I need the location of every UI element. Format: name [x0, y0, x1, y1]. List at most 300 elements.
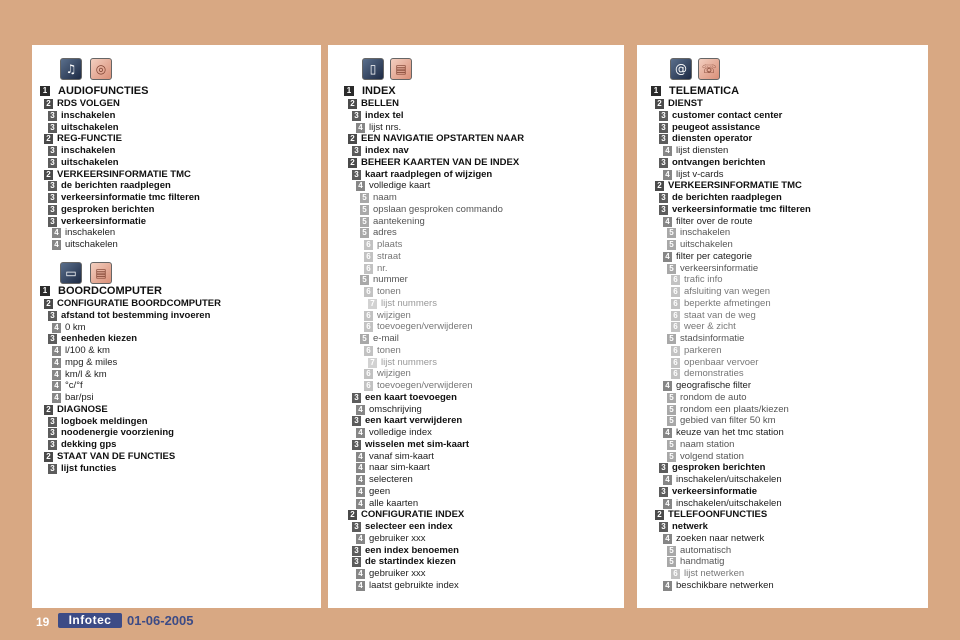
level-badge: 2 — [348, 158, 357, 168]
level-badge: 3 — [659, 123, 668, 133]
level-badge: 1 — [344, 86, 354, 96]
level-badge: 2 — [655, 181, 664, 191]
level-badge: 6 — [364, 287, 373, 297]
menu-item-label: inschakelen — [61, 145, 116, 156]
level-badge: 3 — [352, 146, 361, 156]
menu-item-label: verkeersinformatie tmc filteren — [61, 192, 200, 203]
menu-item-label: EEN NAVIGATIE OPSTARTEN NAAR — [361, 133, 525, 144]
menu-item-label: INDEX — [362, 85, 396, 97]
level-badge: 4 — [663, 170, 672, 180]
menu-item-level-3 — [48, 180, 171, 192]
menu-item-label: de berichten raadplegen — [61, 180, 171, 191]
level-badge: 4 — [52, 346, 61, 356]
level-badge: 6 — [364, 252, 373, 262]
level-badge: 6 — [364, 381, 373, 391]
menu-item-label: beperkte afmetingen — [684, 298, 771, 309]
level-badge: 1 — [40, 86, 50, 96]
menu-item-level-6 — [364, 380, 473, 392]
level-badge: 3 — [48, 440, 57, 450]
level-badge: 6 — [671, 275, 680, 285]
menu-item-label: BOORDCOMPUTER — [58, 285, 162, 297]
level-badge: 3 — [352, 393, 361, 403]
menu-item-label: handmatig — [680, 556, 725, 567]
menu-item-level-4 — [52, 357, 117, 369]
menu-item-label: e-mail — [373, 333, 399, 344]
level-badge: 5 — [667, 546, 676, 556]
menu-item-level-5 — [667, 333, 744, 345]
onboard-computer-icon: ▭ — [60, 262, 82, 284]
menu-item-label: rondom een plaats/kiezen — [680, 404, 789, 415]
level-badge: 5 — [667, 557, 676, 567]
level-badge: 4 — [356, 487, 365, 497]
level-badge: 2 — [44, 452, 53, 462]
menu-item-level-4 — [663, 533, 764, 545]
level-badge: 3 — [659, 134, 668, 144]
menu-item-label: parkeren — [684, 345, 722, 356]
level-badge: 5 — [360, 193, 369, 203]
menu-item-level-3 — [48, 204, 154, 216]
level-badge: 3 — [659, 522, 668, 532]
level-badge: 3 — [352, 522, 361, 532]
menu-item-level-3 — [659, 462, 765, 474]
level-badge: 3 — [48, 311, 57, 321]
menu-item-level-3 — [48, 110, 115, 122]
level-badge: 3 — [659, 111, 668, 121]
level-badge: 5 — [667, 393, 676, 403]
level-badge: 3 — [48, 417, 57, 427]
menu-item-label: geen — [369, 486, 391, 497]
menu-item-label: lijst netwerken — [684, 568, 745, 579]
menu-item-label: dekking gps — [61, 439, 117, 450]
menu-item-level-4 — [356, 533, 426, 545]
level-badge: 5 — [667, 334, 676, 344]
menu-item-label: vanaf sim-kaart — [369, 451, 434, 462]
telematics-handset-icon: ☏ — [698, 58, 720, 80]
menu-item-level-2 — [348, 98, 399, 110]
menu-item-label: index tel — [365, 110, 404, 121]
menu-item-level-2 — [348, 509, 464, 521]
menu-item-label: naam — [373, 192, 397, 203]
level-badge: 4 — [356, 581, 365, 591]
menu-item-label: gebruiker xxx — [369, 568, 426, 579]
menu-item-label: een index benoemen — [365, 545, 459, 556]
level-badge: 3 — [48, 181, 57, 191]
menu-item-level-3 — [48, 333, 137, 345]
menu-item-label: diensten operator — [672, 133, 753, 144]
level-badge: 4 — [52, 323, 61, 333]
menu-item-label: RDS VOLGEN — [57, 98, 120, 109]
menu-item-level-4 — [52, 345, 110, 357]
menu-item-label: lijst diensten — [676, 145, 729, 156]
menu-item-label: geografische filter — [676, 380, 751, 391]
menu-item-label: verkeersinformatie — [61, 216, 147, 227]
level-badge: 4 — [52, 358, 61, 368]
menu-item-level-4 — [356, 462, 430, 474]
menu-item-label: openbaar vervoer — [684, 357, 759, 368]
level-badge: 4 — [663, 499, 672, 509]
menu-item-level-3 — [48, 439, 116, 451]
level-badge: 4 — [663, 252, 672, 262]
level-badge: 6 — [671, 299, 680, 309]
menu-item-level-4 — [663, 580, 774, 592]
menu-item-level-6 — [364, 345, 401, 357]
menu-item-label: customer contact center — [672, 110, 783, 121]
level-badge: 3 — [352, 416, 361, 426]
menu-item-level-6 — [671, 298, 771, 310]
level-badge: 2 — [44, 134, 53, 144]
menu-item-label: VERKEERSINFORMATIE TMC — [668, 180, 802, 191]
menu-item-label: verkeersinformatie — [672, 486, 758, 497]
menu-item-label: inschakelen — [65, 227, 116, 238]
menu-item-level-4 — [52, 392, 94, 404]
level-badge: 2 — [348, 99, 357, 109]
menu-item-level-4 — [663, 427, 784, 439]
menu-item-label: adres — [373, 227, 397, 238]
level-badge: 4 — [663, 428, 672, 438]
level-badge: 3 — [659, 463, 668, 473]
menu-item-label: volledige kaart — [369, 180, 431, 191]
level-badge: 4 — [356, 463, 365, 473]
level-badge: 2 — [44, 299, 53, 309]
menu-item-level-4 — [52, 380, 83, 392]
menu-item-label: eenheden kiezen — [61, 333, 138, 344]
menu-item-level-6 — [671, 274, 723, 286]
menu-item-level-5 — [360, 192, 397, 204]
menu-item-level-3 — [659, 133, 752, 145]
menu-item-level-3 — [48, 157, 119, 169]
menu-item-label: selecteer een index — [365, 521, 453, 532]
menu-item-label: REG-FUNCTIE — [57, 133, 122, 144]
level-badge: 3 — [659, 193, 668, 203]
menu-item-level-6 — [364, 321, 473, 333]
menu-item-level-6 — [671, 321, 736, 333]
menu-item-label: wijzigen — [377, 310, 411, 321]
menu-item-label: DIAGNOSE — [57, 404, 108, 415]
menu-item-level-3 — [659, 521, 708, 533]
menu-item-label: beschikbare netwerken — [676, 580, 774, 591]
menu-item-label: naar sim-kaart — [369, 462, 430, 473]
level-badge: 4 — [356, 405, 365, 415]
menu-item-level-5 — [667, 556, 724, 568]
menu-item-label: CONFIGURATIE BOORDCOMPUTER — [57, 298, 221, 309]
menu-item-label: nummer — [373, 274, 408, 285]
menu-item-level-3 — [352, 521, 453, 533]
menu-item-level-6 — [364, 239, 402, 251]
menu-item-label: inschakelen/uitschakelen — [676, 474, 782, 485]
menu-item-level-3 — [48, 145, 115, 157]
menu-item-level-4 — [356, 568, 426, 580]
menu-item-level-6 — [364, 368, 411, 380]
menu-item-label: staat van de weg — [684, 310, 756, 321]
menu-item-label: ontvangen berichten — [672, 157, 766, 168]
menu-item-label: CONFIGURATIE INDEX — [361, 509, 465, 520]
menu-item-label: afsluiting van wegen — [684, 286, 771, 297]
level-badge: 6 — [671, 346, 680, 356]
level-badge: 6 — [364, 369, 373, 379]
menu-item-level-2 — [44, 98, 120, 110]
menu-item-level-4 — [356, 427, 432, 439]
level-badge: 5 — [360, 205, 369, 215]
menu-item-level-4 — [663, 251, 752, 263]
menu-item-level-3 — [659, 486, 757, 498]
menu-item-label: index nav — [365, 145, 409, 156]
menu-item-label: zoeken naar netwerk — [676, 533, 765, 544]
level-badge: 7 — [368, 299, 377, 309]
level-badge: 3 — [659, 205, 668, 215]
menu-item-level-5 — [667, 415, 776, 427]
menu-item-label: omschrijving — [369, 404, 422, 415]
level-badge: 3 — [352, 170, 361, 180]
level-badge: 5 — [360, 217, 369, 227]
menu-item-label: verkeersinformatie tmc filteren — [672, 204, 811, 215]
menu-item-label: BELLEN — [361, 98, 399, 109]
menu-item-label: uitschakelen — [65, 239, 118, 250]
level-badge: 5 — [667, 452, 676, 462]
menu-item-label: TELEFOONFUNCTIES — [668, 509, 768, 520]
menu-item-level-4 — [356, 580, 459, 592]
menu-item-level-3 — [659, 110, 782, 122]
menu-item-level-3 — [48, 463, 116, 475]
telematics-phone-icon: @ — [670, 58, 692, 80]
page-number: 19 — [36, 615, 50, 629]
menu-item-level-2 — [44, 451, 175, 463]
level-badge: 3 — [48, 158, 57, 168]
menu-item-label: nr. — [377, 263, 388, 274]
index-book-icon: ▯ — [362, 58, 384, 80]
level-badge: 4 — [663, 381, 672, 391]
menu-item-label: volledige index — [369, 427, 432, 438]
audio-settings-icon: ◎ — [90, 58, 112, 80]
menu-item-level-5 — [667, 392, 747, 404]
menu-item-label: 0 km — [65, 322, 86, 333]
level-badge: 3 — [48, 123, 57, 133]
menu-item-label: selecteren — [369, 474, 413, 485]
menu-item-label: mpg & miles — [65, 357, 118, 368]
menu-item-level-7 — [368, 298, 437, 310]
menu-item-label: straat — [377, 251, 401, 262]
menu-item-level-2 — [655, 180, 802, 192]
menu-item-label: VERKEERSINFORMATIE TMC — [57, 169, 191, 180]
menu-item-label: verkeersinformatie — [680, 263, 759, 274]
level-badge: 4 — [356, 452, 365, 462]
onboard-settings-icon: ▤ — [90, 262, 112, 284]
level-badge: 5 — [360, 275, 369, 285]
menu-item-label: toevoegen/verwijderen — [377, 321, 473, 332]
menu-item-level-5 — [667, 239, 733, 251]
menu-item-label: lijst nrs. — [369, 122, 402, 133]
level-badge: 4 — [356, 569, 365, 579]
menu-item-level-5 — [360, 204, 503, 216]
menu-item-label: alle kaarten — [369, 498, 419, 509]
menu-item-label: inschakelen — [61, 110, 116, 121]
menu-item-level-1 — [40, 85, 148, 97]
menu-item-label: opslaan gesproken commando — [373, 204, 503, 215]
menu-item-level-2 — [655, 98, 703, 110]
menu-item-level-5 — [667, 439, 734, 451]
level-badge: 4 — [356, 123, 365, 133]
menu-item-level-3 — [352, 556, 456, 568]
infotec-logo: Infotec — [58, 613, 122, 628]
level-badge: 4 — [663, 217, 672, 227]
menu-item-label: inschakelen — [680, 227, 731, 238]
level-badge: 3 — [48, 217, 57, 227]
menu-item-label: netwerk — [672, 521, 708, 532]
menu-item-level-1 — [651, 85, 739, 97]
menu-item-label: een kaart verwijderen — [365, 415, 463, 426]
menu-item-level-6 — [671, 568, 744, 580]
menu-item-label: uitschakelen — [61, 122, 119, 133]
menu-item-level-3 — [48, 427, 174, 439]
menu-item-level-3 — [352, 439, 469, 451]
level-badge: 4 — [52, 381, 61, 391]
menu-item-level-5 — [360, 227, 397, 239]
level-badge: 3 — [352, 111, 361, 121]
menu-item-level-4 — [356, 474, 413, 486]
menu-item-label: automatisch — [680, 545, 732, 556]
menu-item-level-4 — [52, 239, 118, 251]
menu-item-level-6 — [671, 286, 770, 298]
menu-item-level-3 — [659, 192, 782, 204]
menu-item-label: °c/°f — [65, 380, 83, 391]
menu-item-label: lijst v-cards — [676, 169, 724, 180]
menu-item-label: TELEMATICA — [669, 85, 740, 97]
level-badge: 2 — [44, 405, 53, 415]
menu-item-label: uitschakelen — [61, 157, 119, 168]
level-badge: 1 — [651, 86, 661, 96]
level-badge: 6 — [671, 322, 680, 332]
menu-item-label: een kaart toevoegen — [365, 392, 457, 403]
menu-item-level-3 — [48, 310, 210, 322]
level-badge: 2 — [44, 170, 53, 180]
menu-item-label: afstand tot bestemming invoeren — [61, 310, 211, 321]
level-badge: 6 — [671, 569, 680, 579]
level-badge: 2 — [44, 99, 53, 109]
level-badge: 1 — [40, 286, 50, 296]
level-badge: 2 — [655, 99, 664, 109]
level-badge: 3 — [659, 487, 668, 497]
menu-item-label: km/l & km — [65, 369, 107, 380]
index-list-icon: ▤ — [390, 58, 412, 80]
menu-item-level-2 — [348, 133, 524, 145]
level-badge: 5 — [360, 228, 369, 238]
menu-item-label: lijst nummers — [381, 298, 437, 309]
menu-item-level-3 — [352, 145, 409, 157]
menu-item-level-3 — [352, 110, 404, 122]
level-badge: 4 — [663, 581, 672, 591]
menu-item-label: gebruiker xxx — [369, 533, 426, 544]
level-badge: 3 — [48, 205, 57, 215]
menu-item-label: volgend station — [680, 451, 744, 462]
audio-cd-icon: ♫ — [60, 58, 82, 80]
menu-item-label: plaats — [377, 239, 403, 250]
menu-item-level-1 — [40, 285, 162, 297]
level-badge: 5 — [360, 334, 369, 344]
level-badge: 3 — [659, 158, 668, 168]
level-badge: 4 — [663, 534, 672, 544]
menu-item-level-3 — [48, 192, 200, 204]
menu-item-label: weer & zicht — [684, 321, 736, 332]
menu-item-label: STAAT VAN DE FUNCTIES — [57, 451, 176, 462]
menu-item-label: kaart raadplegen of wijzigen — [365, 169, 493, 180]
menu-item-level-3 — [659, 157, 765, 169]
level-badge: 4 — [356, 534, 365, 544]
level-badge: 2 — [348, 510, 357, 520]
level-badge: 3 — [352, 557, 361, 567]
menu-item-label: gesproken berichten — [61, 204, 155, 215]
menu-item-level-4 — [356, 180, 430, 192]
menu-item-level-5 — [667, 227, 730, 239]
menu-item-level-6 — [671, 345, 722, 357]
menu-item-level-2 — [655, 509, 767, 521]
menu-item-level-2 — [348, 157, 519, 169]
level-badge: 6 — [364, 346, 373, 356]
menu-item-label: naam station — [680, 439, 735, 450]
level-badge: 7 — [368, 358, 377, 368]
level-badge: 4 — [356, 428, 365, 438]
menu-item-label: filter per categorie — [676, 251, 753, 262]
level-badge: 5 — [667, 264, 676, 274]
level-badge: 5 — [667, 405, 676, 415]
level-badge: 4 — [663, 475, 672, 485]
menu-item-level-2 — [44, 298, 221, 310]
menu-item-level-6 — [671, 368, 744, 380]
menu-item-label: uitschakelen — [680, 239, 733, 250]
level-badge: 6 — [671, 358, 680, 368]
menu-item-label: keuze van het tmc station — [676, 427, 784, 438]
level-badge: 4 — [356, 475, 365, 485]
menu-item-label: rondom de auto — [680, 392, 747, 403]
menu-item-label: demonstraties — [684, 368, 744, 379]
menu-item-label: stadsinformatie — [680, 333, 745, 344]
menu-item-label: BEHEER KAARTEN VAN DE INDEX — [361, 157, 520, 168]
level-badge: 3 — [48, 464, 57, 474]
menu-item-label: aantekening — [373, 216, 425, 227]
menu-item-level-1 — [344, 85, 396, 97]
level-badge: 4 — [52, 370, 61, 380]
menu-item-label: tonen — [377, 345, 401, 356]
level-badge: 3 — [48, 193, 57, 203]
menu-item-level-4 — [356, 486, 390, 498]
menu-item-label: l/100 & km — [65, 345, 110, 356]
level-badge: 3 — [48, 111, 57, 121]
level-badge: 6 — [364, 311, 373, 321]
menu-item-level-3 — [659, 204, 811, 216]
menu-item-label: wisselen met sim-kaart — [365, 439, 470, 450]
menu-item-label: tonen — [377, 286, 401, 297]
level-badge: 5 — [667, 416, 676, 426]
menu-item-label: gesproken berichten — [672, 462, 766, 473]
menu-item-level-3 — [352, 415, 462, 427]
level-badge: 3 — [48, 146, 57, 156]
menu-item-level-5 — [360, 274, 408, 286]
level-badge: 4 — [52, 393, 61, 403]
level-badge: 6 — [364, 240, 373, 250]
menu-item-level-4 — [52, 227, 115, 239]
level-badge: 4 — [663, 146, 672, 156]
menu-item-label: toevoegen/verwijderen — [377, 380, 473, 391]
menu-item-label: AUDIOFUNCTIES — [58, 85, 149, 97]
level-badge: 6 — [364, 264, 373, 274]
menu-item-level-6 — [364, 251, 401, 263]
level-badge: 4 — [52, 228, 61, 238]
menu-item-level-2 — [44, 404, 108, 416]
menu-item-level-2 — [44, 133, 122, 145]
menu-item-label: DIENST — [668, 98, 703, 109]
level-badge: 4 — [356, 499, 365, 509]
level-badge: 6 — [671, 287, 680, 297]
menu-item-label: gebied van filter 50 km — [680, 415, 776, 426]
menu-item-label: trafic info — [684, 274, 723, 285]
